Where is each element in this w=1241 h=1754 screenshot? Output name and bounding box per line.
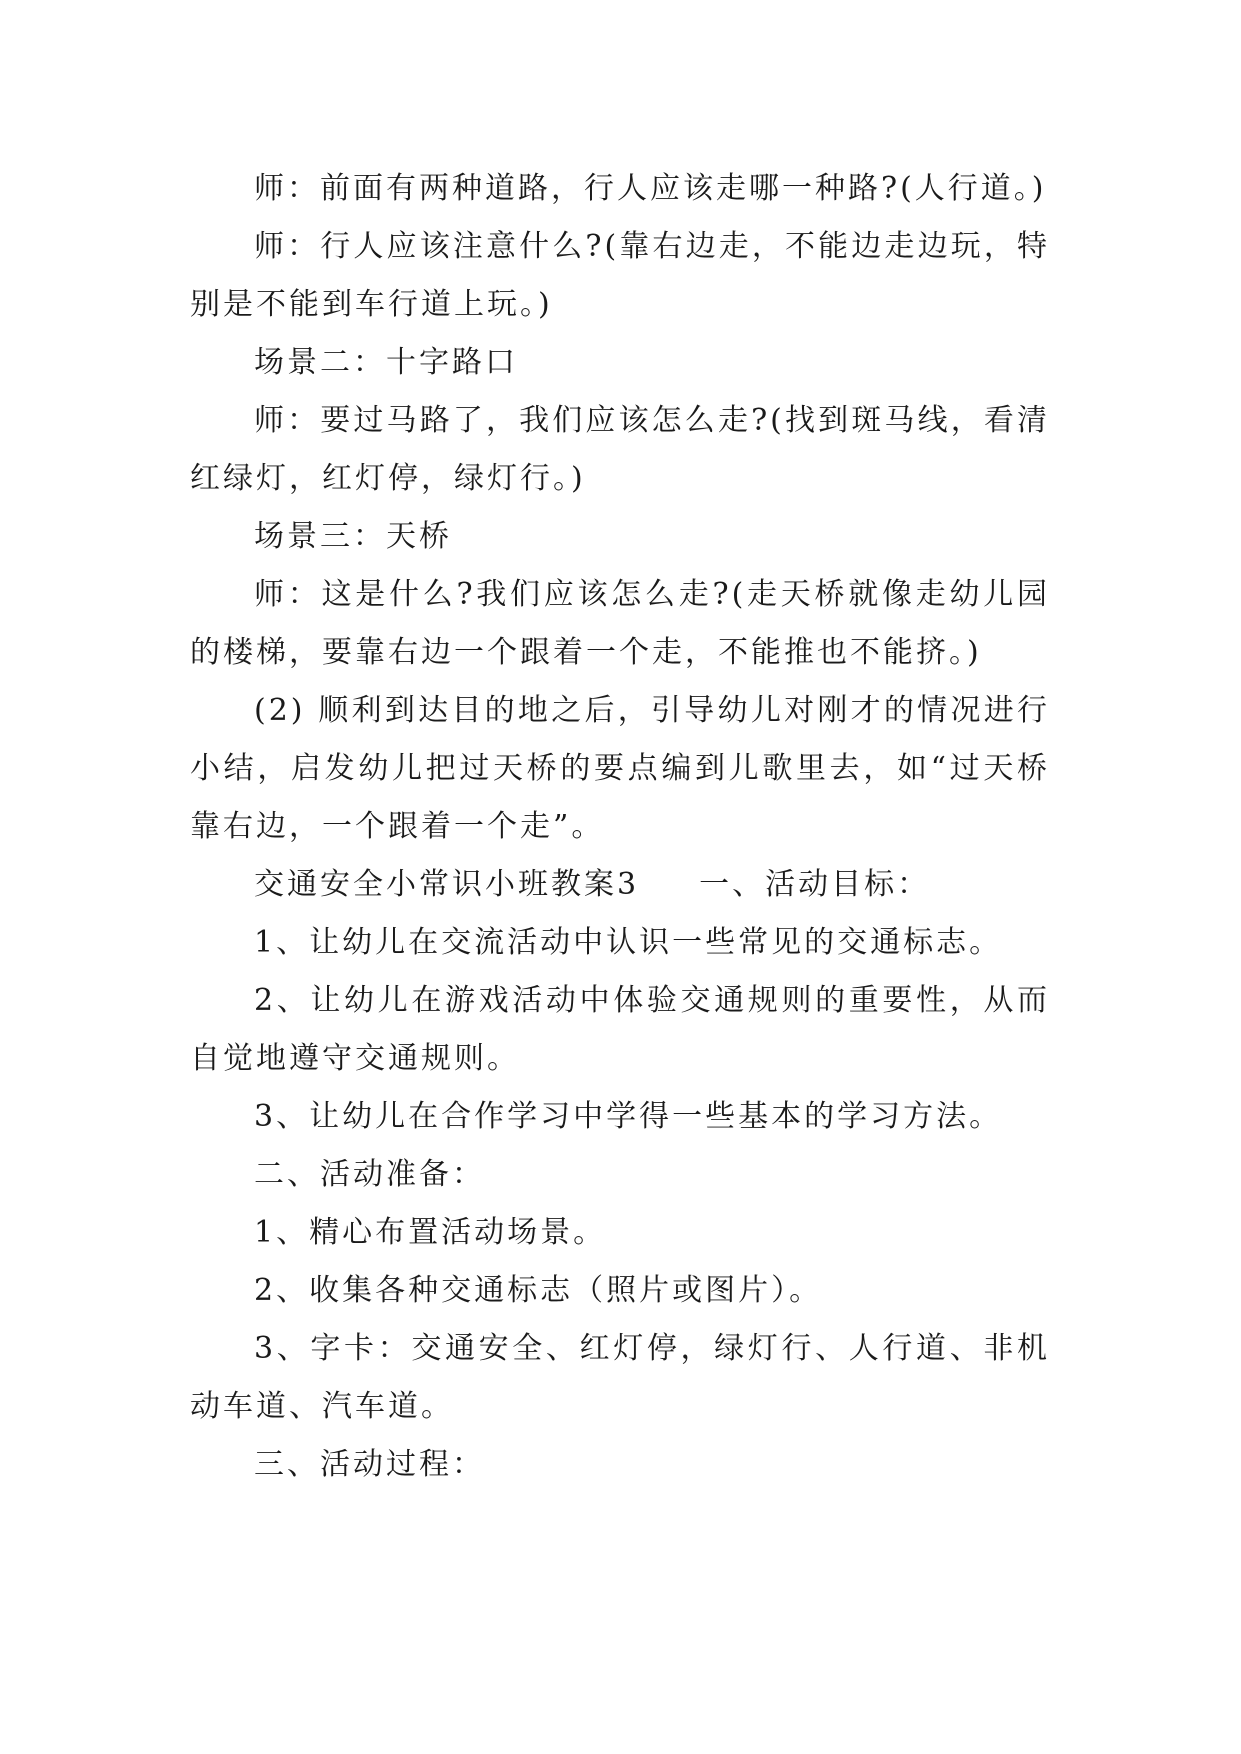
paragraph: 师：要过马路了，我们应该怎么走?(找到斑马线，看清红绿灯，红灯停，绿灯行。)	[190, 403, 1050, 496]
list-item: 3、让幼儿在合作学习中学得一些基本的学习方法。	[254, 1099, 1003, 1134]
list-item: 3、字卡：交通安全、红灯停，绿灯行、人行道、非机动车道、汽车道。	[190, 1331, 1050, 1424]
section-title: 交通安全小常识小班教案3	[254, 867, 640, 902]
section-title-line	[190, 856, 1050, 914]
paragraph: 师：这是什么?我们应该怎么走?(走天桥就像走幼儿园的楼梯，要靠右边一个跟着一个走，不能推也不能挤。)	[190, 577, 1050, 670]
scene-heading: 场景三：天桥	[254, 519, 452, 554]
list-item: 2、收集各种交通标志（照片或图片）。	[254, 1273, 823, 1308]
scene-heading: 场景二：十字路口	[254, 345, 518, 380]
list-item: 1、精心布置活动场景。	[254, 1215, 607, 1250]
section-heading: 三、活动过程：	[254, 1447, 485, 1482]
paragraph: 师：行人应该注意什么?(靠右边走，不能边走边玩，特别是不能到车行道上玩。)	[190, 229, 1050, 322]
section-goal-heading: 一、活动目标：	[699, 867, 931, 902]
paragraph: 师：前面有两种道路，行人应该走哪一种路?(人行道。)	[254, 171, 1047, 206]
document-body	[190, 160, 1050, 1494]
list-item: 1、让幼儿在交流活动中认识一些常见的交通标志。	[254, 925, 1003, 960]
paragraph: (2) 顺利到达目的地之后，引导幼儿对刚才的情况进行小结，启发幼儿把过天桥的要点编到儿歌里去，如“过天桥靠右边，一个跟着一个走”。	[190, 693, 1050, 844]
list-item: 2、让幼儿在游戏活动中体验交通规则的重要性，从而自觉地遵守交通规则。	[190, 983, 1050, 1076]
section-heading: 二、活动准备：	[254, 1157, 485, 1192]
